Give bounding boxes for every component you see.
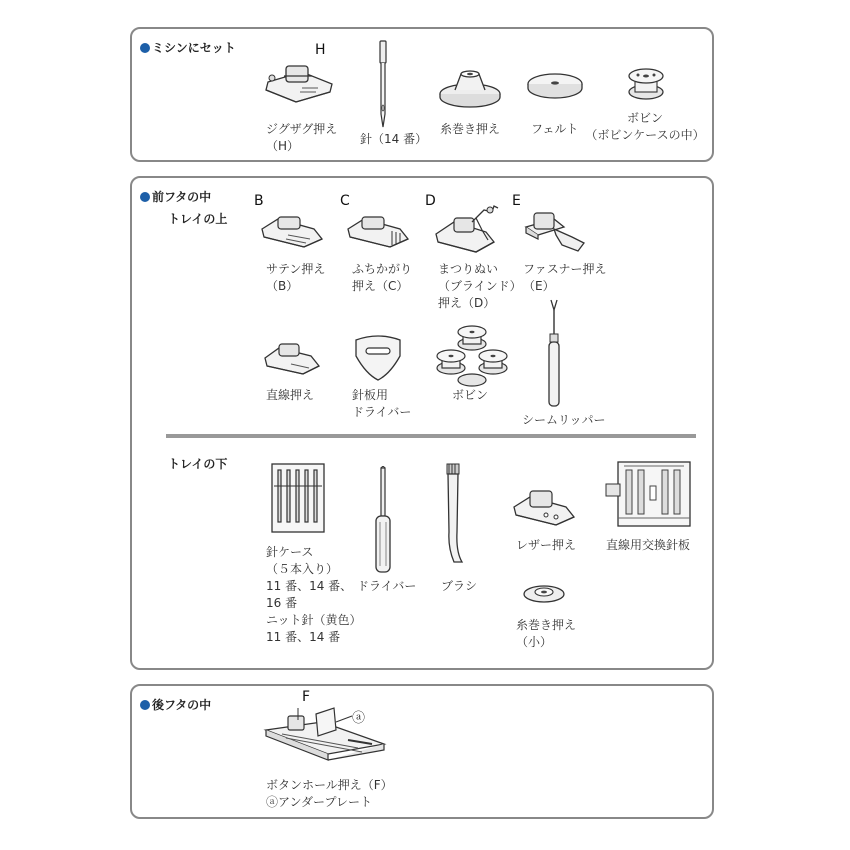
bullet-icon xyxy=(140,700,150,710)
caption-zigzag-foot: ジグザグ押え （H） xyxy=(266,122,338,153)
caption-small-spool-cap: 糸巻き押え （小） xyxy=(516,618,577,649)
straight-plate-illustration xyxy=(604,460,696,530)
caption-bobbins: ボビン xyxy=(452,388,489,402)
overcast-foot-illustration xyxy=(344,205,412,253)
bullet-icon xyxy=(140,192,150,202)
small-spool-cap-illustration xyxy=(522,580,566,606)
caption-screwdriver: ドライバー xyxy=(357,579,417,593)
caption-straight-plate: 直線用交換針板 xyxy=(606,538,691,552)
zipper-foot-illustration xyxy=(518,205,588,255)
letter-h: H xyxy=(315,42,326,58)
felt-illustration xyxy=(526,70,584,102)
blind-stitch-foot-illustration xyxy=(432,200,504,258)
section-title-back-cover: 後フタの中 xyxy=(140,696,211,713)
screwdriver-illustration xyxy=(372,466,394,576)
caption-needle-case: 針ケース （５本入り） 11 番、14 番、 16 番 ニット針（黄色） 11 番、14 番 xyxy=(266,545,362,644)
caption-bobbin: ボビン （ボビンケースの中） xyxy=(585,111,705,142)
caption-brush: ブラシ xyxy=(441,579,478,593)
bobbins-illustration xyxy=(433,322,511,388)
section-divider xyxy=(166,434,696,438)
letter-d: D xyxy=(425,193,436,209)
plate-driver-illustration xyxy=(350,334,406,384)
section-title-machine: ミシンにセット xyxy=(140,39,236,56)
satin-foot-illustration xyxy=(258,205,326,253)
straight-foot-illustration xyxy=(261,336,323,380)
caption-leather-foot: レザー押え xyxy=(516,538,577,552)
bullet-icon xyxy=(140,43,150,53)
caption-plate-driver: 針板用 ドライバー xyxy=(352,388,412,419)
letter-c: C xyxy=(340,193,350,209)
marker-a: ⓐ xyxy=(352,711,366,726)
bobbin-illustration xyxy=(626,64,666,104)
caption-needle: 針（14 番） xyxy=(360,132,428,146)
section-title-front-cover: 前フタの中 xyxy=(140,188,211,205)
caption-seam-ripper: シームリッパー xyxy=(522,413,606,427)
leather-foot-illustration xyxy=(510,483,578,531)
panel-back-cover xyxy=(130,684,714,819)
letter-e: E xyxy=(512,193,521,209)
buttonhole-foot-illustration xyxy=(262,700,388,774)
seam-ripper-illustration xyxy=(544,298,564,410)
needle-illustration xyxy=(376,40,390,128)
brush-illustration xyxy=(440,462,466,566)
caption-spool-cap: 糸巻き押え xyxy=(440,122,501,136)
subtitle-tray-bottom: トレイの下 xyxy=(168,457,228,471)
caption-satin-foot: サテン押え （B） xyxy=(266,262,326,293)
spool-cap-illustration xyxy=(437,64,503,108)
caption-zipper-foot: ファスナー押え （E） xyxy=(523,262,607,293)
subtitle-tray-top: トレイの上 xyxy=(168,212,228,226)
panel-front-cover xyxy=(130,176,714,670)
letter-f: F xyxy=(302,689,311,705)
caption-straight-foot: 直線押え xyxy=(266,388,315,402)
needle-case-illustration xyxy=(270,462,326,534)
letter-b: B xyxy=(254,193,264,209)
caption-blind-stitch-foot: まつりぬい （ブラインド） 押え（D） xyxy=(438,262,522,310)
zigzag-foot-illustration xyxy=(262,58,337,108)
caption-felt: フェルト xyxy=(531,122,579,136)
caption-overcast-foot: ふちかがり 押え（C） xyxy=(352,262,413,293)
caption-buttonhole-foot: ボタンホール押え（F） ⓐアンダープレート xyxy=(266,778,393,809)
